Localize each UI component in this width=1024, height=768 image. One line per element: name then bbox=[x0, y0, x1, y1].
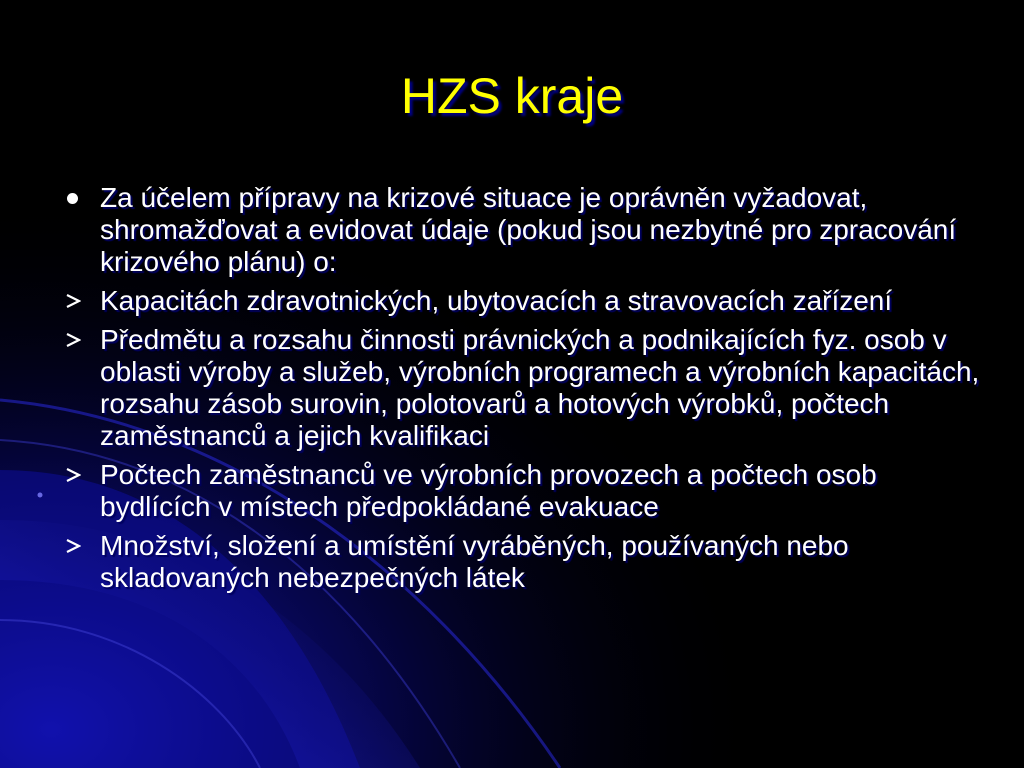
list-item bbox=[60, 285, 980, 317]
list-item-text: Kapacitách zdravotnických, ubytovacích a stravovacích zařízení bbox=[100, 285, 893, 316]
list-item bbox=[60, 324, 980, 452]
dot-bullet-icon bbox=[63, 182, 85, 214]
list-item bbox=[60, 530, 980, 594]
arrow-bullet-icon bbox=[63, 285, 85, 317]
arrow-bullet-icon bbox=[63, 459, 85, 491]
bullet-list bbox=[60, 182, 980, 601]
list-item-text: Předmětu a rozsahu činnosti právnických a podnikajících fyz. osob v oblasti výroby a služeb, výrobních programech a výrobních kapacitách, rozsahu zásob surovin, polotovarů a hotových výrobků, počtech zaměstnanců a jejich kvalifikaci bbox=[100, 324, 980, 451]
list-item-text: Množství, složení a umístění vyráběných, používaných nebo skladovaných nebezpečných látek bbox=[100, 530, 849, 593]
arrow-bullet-icon bbox=[63, 530, 85, 562]
list-item-text: Za účelem přípravy na krizové situace je oprávněn vyžadovat, shromažďovat a evidovat údaje (pokud jsou nezbytné pro zpracování krizového plánu) o: bbox=[100, 182, 957, 277]
arrow-bullet-icon bbox=[63, 324, 85, 356]
list-item bbox=[60, 459, 980, 523]
list-item bbox=[60, 182, 980, 278]
list-item-text: Počtech zaměstnanců ve výrobních provozech a počtech osob bydlících v místech předpokládané evakuace bbox=[100, 459, 877, 522]
slide-title: HZS kraje bbox=[400, 68, 624, 124]
